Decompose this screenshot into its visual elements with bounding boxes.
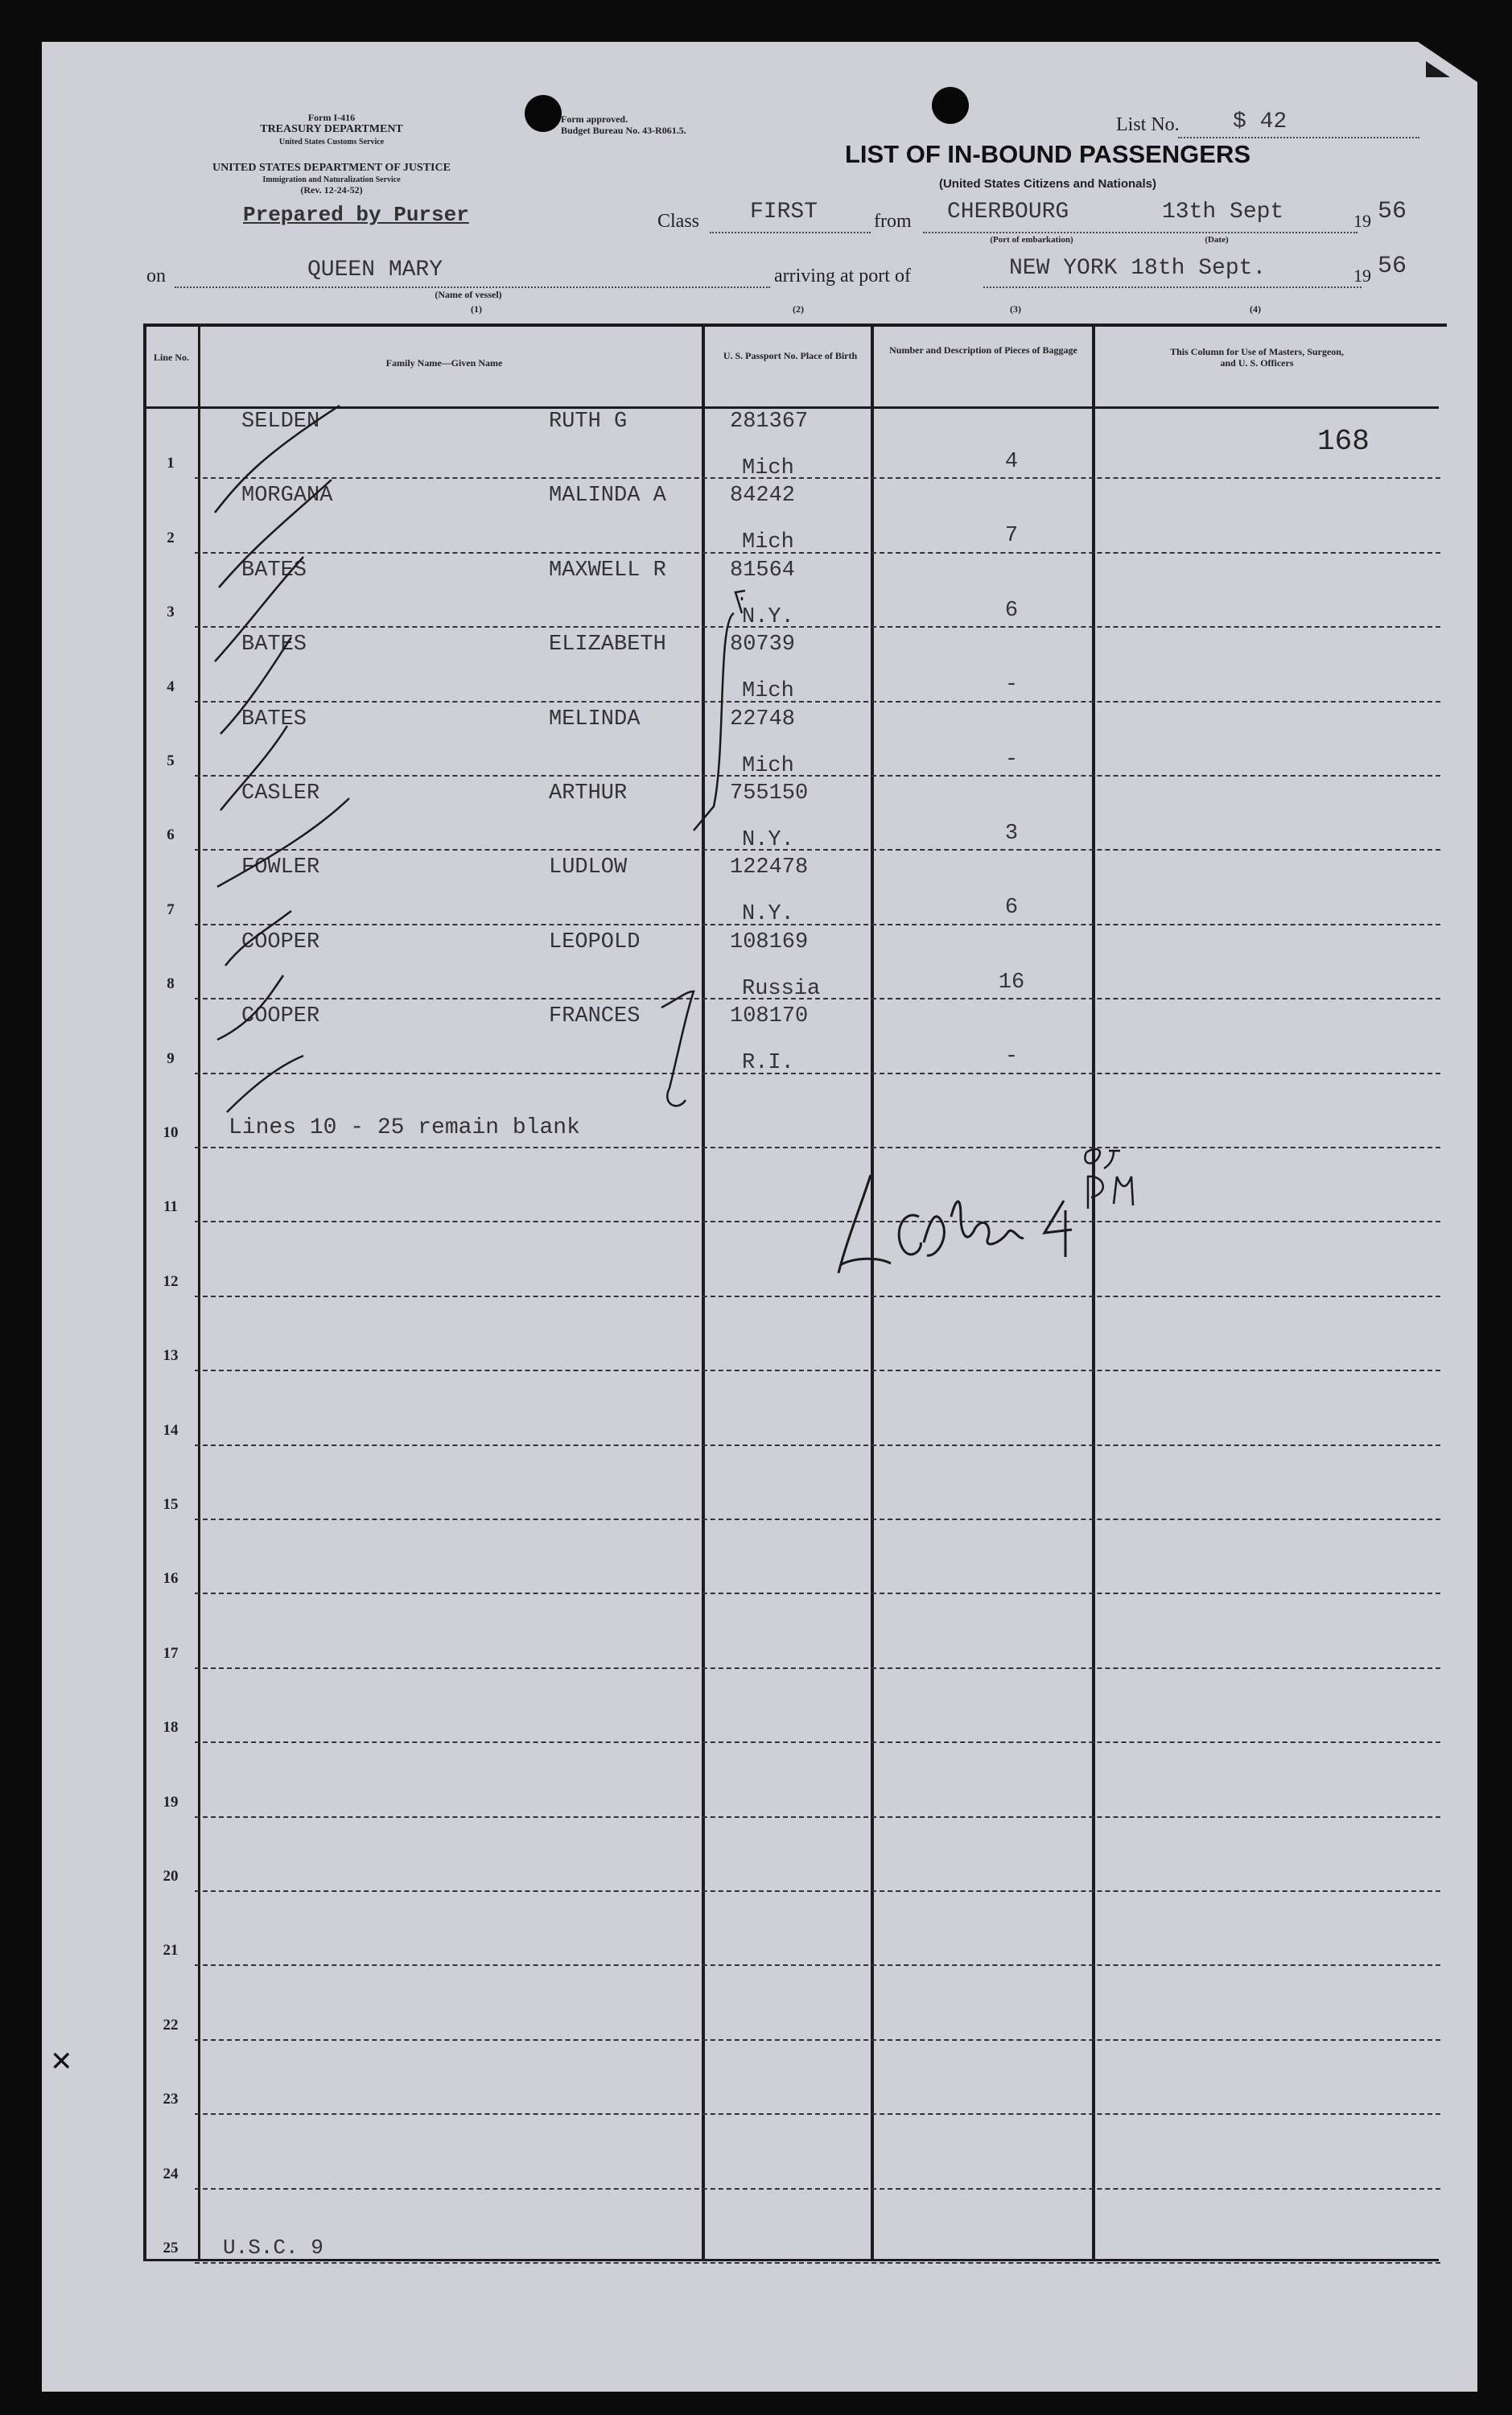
form-approved: Form approved.	[561, 113, 628, 125]
line-number: 14	[163, 1421, 179, 1439]
budget-bureau: Budget Bureau No. 43-R061.5.	[561, 125, 686, 136]
justice-dept: UNITED STATES DEPARTMENT OF JUSTICE	[212, 162, 451, 174]
passport-number: 80739	[730, 633, 796, 657]
treasury-dept: TREASURY DEPARTMENT	[260, 123, 403, 135]
line-number: 16	[163, 1570, 179, 1588]
punch-hole	[525, 95, 562, 132]
embarkation-port: CHERBOURG	[947, 200, 1069, 225]
row-divider	[195, 1593, 1440, 1594]
arriving-label: arriving at port of	[774, 266, 911, 286]
line-number: 21	[163, 1942, 179, 1960]
page-title: LIST OF IN-BOUND PASSENGERS	[844, 140, 1251, 168]
margin-mark: ✕	[50, 2046, 73, 2078]
line-number: 19	[163, 1793, 179, 1811]
family-name: COOPER	[241, 1004, 320, 1029]
col-num-2: (2)	[793, 303, 804, 315]
arrival-port-date: NEW YORK 18th Sept.	[1009, 256, 1267, 281]
place-of-birth: Russia	[742, 976, 821, 1001]
row-divider	[195, 2262, 1440, 2264]
list-no-value: $ 42	[1233, 109, 1287, 134]
given-name: MELINDA	[549, 707, 641, 732]
vessel-name: QUEEN MARY	[307, 258, 443, 282]
officer-count: 168	[1317, 425, 1370, 458]
passport-number: 22748	[730, 707, 796, 732]
line-number: 6	[167, 826, 175, 844]
row-divider	[195, 1519, 1440, 1520]
line-number: 23	[163, 2091, 179, 2108]
row-divider	[195, 1741, 1440, 1743]
line-number: 11	[163, 1198, 178, 1216]
row-divider	[195, 1444, 1440, 1446]
line-number: 10	[163, 1124, 179, 1141]
row-divider	[195, 2039, 1440, 2041]
row-divider	[195, 1964, 1440, 1966]
col-num-3: (3)	[1010, 303, 1021, 315]
passport-number: 108169	[730, 929, 809, 954]
arrival-year-prefix: 19	[1353, 266, 1371, 286]
passport-number: 281367	[730, 410, 809, 434]
given-name: MAXWELL R	[549, 558, 666, 583]
family-name: BATES	[241, 633, 307, 657]
baggage-count: -	[1004, 673, 1019, 698]
row-divider	[195, 2188, 1440, 2190]
line-number: 13	[163, 1347, 179, 1365]
col-head-baggage: Number and Description of Pieces of Baggage	[889, 344, 1077, 356]
row-divider	[195, 1370, 1440, 1371]
place-of-birth: Mich	[742, 679, 794, 704]
given-name: LEOPOLD	[549, 929, 641, 954]
baggage-count: 4	[1004, 450, 1019, 474]
given-name: FRANCES	[549, 1004, 641, 1029]
revision-date: (Rev. 12-24-52)	[300, 184, 363, 196]
line-number: 9	[167, 1049, 175, 1067]
inspector-signature	[750, 1056, 1168, 1297]
line-number: 12	[163, 1272, 179, 1290]
place-of-birth: N.Y.	[742, 828, 794, 852]
line-number: 1	[167, 455, 175, 472]
given-name: ARTHUR	[549, 781, 628, 806]
baggage-count: 7	[1004, 524, 1019, 549]
family-name: COOPER	[241, 929, 320, 954]
blank-lines-note: Lines 10 - 25 remain blank	[229, 1115, 580, 1140]
line-number: 2	[167, 529, 175, 546]
arrival-year: 56	[1378, 253, 1407, 280]
col-head-line: Line No.	[153, 352, 189, 363]
line-number: 17	[163, 1644, 179, 1662]
date-caption: (Date)	[1205, 235, 1229, 245]
page-corner-fold	[1370, 42, 1477, 90]
punch-hole	[932, 87, 969, 124]
place-of-birth: Mich	[742, 530, 794, 555]
baggage-count: -	[1004, 1045, 1019, 1069]
line-number: 18	[163, 1719, 179, 1737]
on-label: on	[146, 266, 166, 286]
family-name: SELDEN	[241, 410, 320, 434]
place-of-birth: R.I.	[742, 1051, 794, 1076]
col-head-officers: This Column for Use of Masters, Surgeon, and U. S. Officers	[1170, 346, 1344, 369]
line-number: 3	[167, 604, 175, 621]
year-prefix: 19	[1353, 211, 1371, 231]
passport-number: 755150	[730, 781, 809, 806]
line-number: 20	[163, 1868, 179, 1885]
year-value: 56	[1378, 198, 1407, 225]
family-name: BATES	[241, 707, 307, 732]
row-divider	[195, 1890, 1440, 1892]
from-label: from	[874, 211, 912, 232]
family-name: BATES	[241, 558, 307, 583]
passport-number: 81564	[730, 558, 796, 583]
line-number: 22	[163, 2016, 179, 2034]
col-num-1: (1)	[471, 303, 482, 315]
col-num-4: (4)	[1250, 303, 1261, 315]
line-number: 4	[167, 678, 175, 695]
vessel-caption: (Name of vessel)	[435, 289, 502, 300]
place-of-birth: Mich	[742, 456, 794, 480]
port-caption: (Port of embarkation)	[990, 235, 1073, 245]
manifest-sheet	[42, 42, 1477, 2392]
row-divider	[195, 2113, 1440, 2115]
col-head-name: Family Name—Given Name	[385, 357, 503, 369]
row-divider	[195, 1816, 1440, 1818]
place-of-birth: Mich	[742, 753, 794, 778]
page-subtitle: (United States Citizens and Nationals)	[938, 177, 1157, 191]
family-name: CASLER	[241, 781, 320, 806]
given-name: LUDLOW	[549, 855, 628, 880]
prepared-by: Prepared by Purser	[243, 203, 469, 227]
line-number: 15	[163, 1496, 179, 1513]
line-number: 5	[167, 752, 175, 769]
class-label: Class	[657, 211, 700, 232]
class-value: FIRST	[750, 200, 818, 225]
baggage-count: 16	[998, 970, 1025, 995]
col-head-passport: U. S. Passport No. Place of Birth	[723, 350, 858, 361]
line-number: 25	[163, 2240, 179, 2256]
embarkation-date: 13th Sept	[1162, 200, 1284, 225]
given-name: ELIZABETH	[549, 633, 666, 657]
given-name: MALINDA A	[549, 484, 666, 509]
customs-service: United States Customs Service	[278, 138, 385, 146]
passport-number: 122478	[730, 855, 809, 880]
place-of-birth: N.Y.	[742, 604, 794, 629]
checkmarks	[163, 380, 809, 1120]
family-name: FOWLER	[241, 855, 320, 880]
form-number: Form I-416	[307, 112, 356, 123]
row-divider	[195, 1667, 1440, 1669]
ins-service: Immigration and Naturalization Service	[262, 175, 401, 184]
baggage-count: 6	[1004, 896, 1019, 921]
family-name: MORGANA	[241, 484, 333, 509]
given-name: RUTH G	[549, 410, 628, 434]
list-no-label: List No.	[1116, 114, 1180, 135]
line-number: 7	[167, 900, 175, 918]
baggage-count: -	[1004, 747, 1019, 772]
passport-number: 108170	[730, 1004, 809, 1029]
place-of-birth: N.Y.	[742, 902, 794, 927]
footer-code: U.S.C. 9	[223, 2236, 323, 2260]
baggage-count: 6	[1004, 598, 1019, 623]
baggage-count: 3	[1004, 822, 1019, 846]
passport-number: 84242	[730, 484, 796, 509]
line-number: 24	[163, 2165, 179, 2182]
line-number: 8	[167, 975, 175, 993]
